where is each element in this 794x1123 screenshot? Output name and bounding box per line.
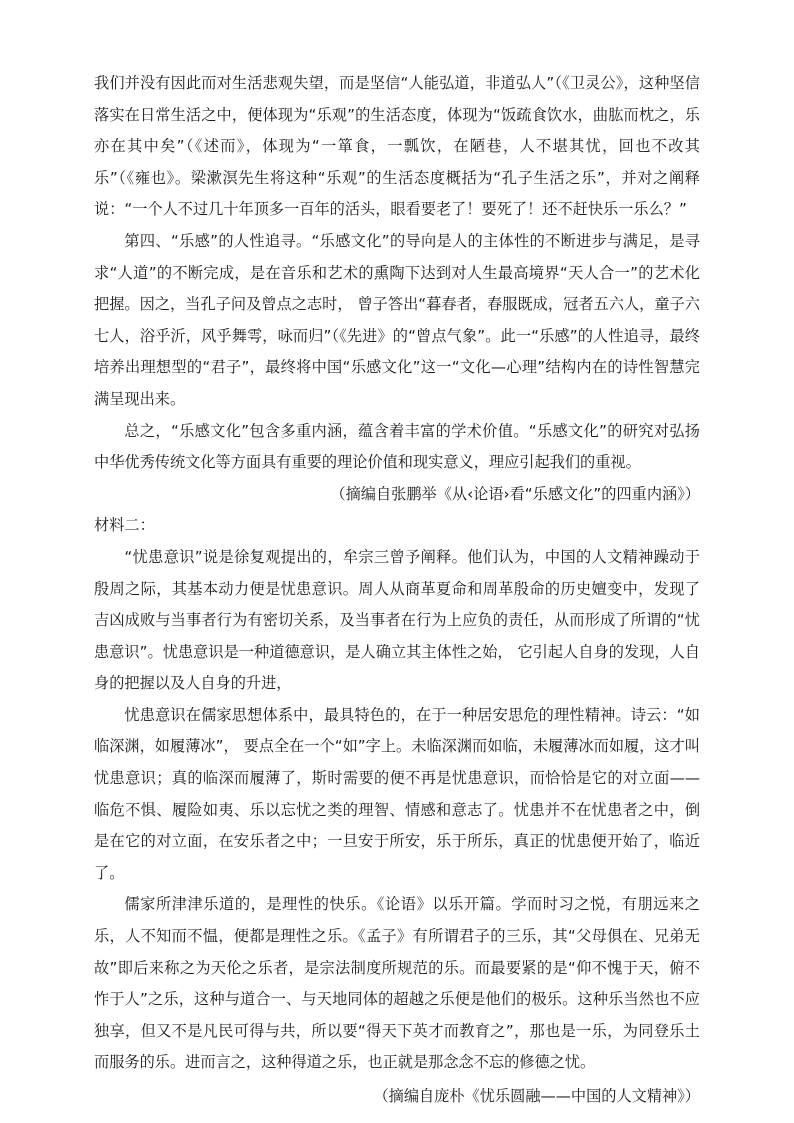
material1-source: （摘编自张鹏举《从‹论语›看“乐感文化”的四重内涵》） bbox=[330, 484, 700, 503]
material1-paragraph-1: 我们并没有因此而对生活悲观失望，而是坚信“人能弘道，非道弘人”（《卫灵公》，这种坚信落实在日常生活之中，便体现为“乐观”的生活态度，体现为“饭疏食饮水，曲肱而枕之，乐亦在其中矣”（《述而》，体现为“一箪食，一瓢饮，在陋巷，人不堪其忧，回也不改其乐”（《雍也》。梁漱溟先生将这种“乐观”的生活态度概括为“孔子生活之乐”，并对之阐释说：“一个人不过几十年顶多一百年的活头，眼看要老了！要死了！还不赶快乐一乐么？” bbox=[94, 74, 700, 219]
material1-paragraph-2: 第四、“乐感”的人性追寻。“乐感文化”的导向是人的主体性的不断进步与满足，是寻求“人道”的不断完成，是在音乐和艺术的熏陶下达到对人生最高境界“天人合一”的艺术化把握。因之，当孔子问及曾点之志时， 曾子答出“暮春者，春服既成，冠者五六人，童子六七人，浴乎沂，风乎舞雩，咏而归”（《先进》的“曾点气象”。此一“乐感”的人性追寻，最终培养出理想型的“君子”，最终将中国“乐感文化”这一“文化—心理”结构内在的诗性智慧完满呈现出来。 bbox=[94, 231, 700, 408]
material2-paragraph-2: 忧患意识在儒家思想体系中，最具特色的，在于一种居安思危的理性精神。诗云：“如临深渊，如履薄冰”， 要点全在一个“如”字上。未临深渊而如临，未履薄冰而如履，这才叫忧患意识；真的临深而履薄了，斯时需要的便不再是忧患意识，而恰恰是它的对立面——临危不惧、履险如夷、乐以忘忧之类的理智、情感和意志了。忧患并不在忧患者之中，倒是在它的对立面，在安乐者之中；一旦安于所安，乐于所乐，真正的忧患便开始了，临近了。 bbox=[94, 705, 700, 882]
document-page bbox=[94, 68, 700, 1113]
material2-paragraph-1: “忧患意识”说是徐复观提出的，牟宗三曾予阐释。他们认为，中国的人文精神躁动于殷周之际，其基本动力便是忧患意识。周人从商革夏命和周革殷命的历史嬗变中，发现了吉凶成败与当事者行为有密切关系，及当事者在行为上应负的责任，从而形成了所谓的“忧患意识”。忧患意识是一种道德意识，是人确立其主体性之始， 它引起人自身的发现，人自身的把握以及人自身的升进， bbox=[94, 547, 700, 693]
material2-heading: 材料二： bbox=[94, 516, 155, 535]
material2-paragraph-3: 儒家所津津乐道的，是理性的快乐。《论语》以乐开篇。学而时习之悦，有朋远来之乐，人不知而不愠，便都是理性之乐。《孟子》有所谓君子的三乐，其“父母俱在、兄弟无故”即后来称之为天伦之乐者，是宗法制度所规范的乐。而最要紧的是“仰不愧于天，俯不怍于人”之乐，这种与道合一、与天地同体的超越之乐便是他们的极乐。这种乐当然也不应独享，但又不是凡民可得与共，所以要“得天下英才而教育之”，那也是一乐，为同登乐土而服务的乐。进而言之，这种得道之乐，也正就是那念念不忘的修德之忧。 bbox=[94, 895, 700, 1072]
material2-source: （摘编自庞朴《忧乐圆融——中国的人文精神》） bbox=[373, 1087, 700, 1105]
material1-paragraph-3: 总之，“乐感文化”包含多重内涵，蕴含着丰富的学术价值。“乐感文化”的研究对弘扬中华优秀传统文化等方面具有重要的理论价值和现实意义，理应引起我们的重视。 bbox=[94, 421, 700, 472]
